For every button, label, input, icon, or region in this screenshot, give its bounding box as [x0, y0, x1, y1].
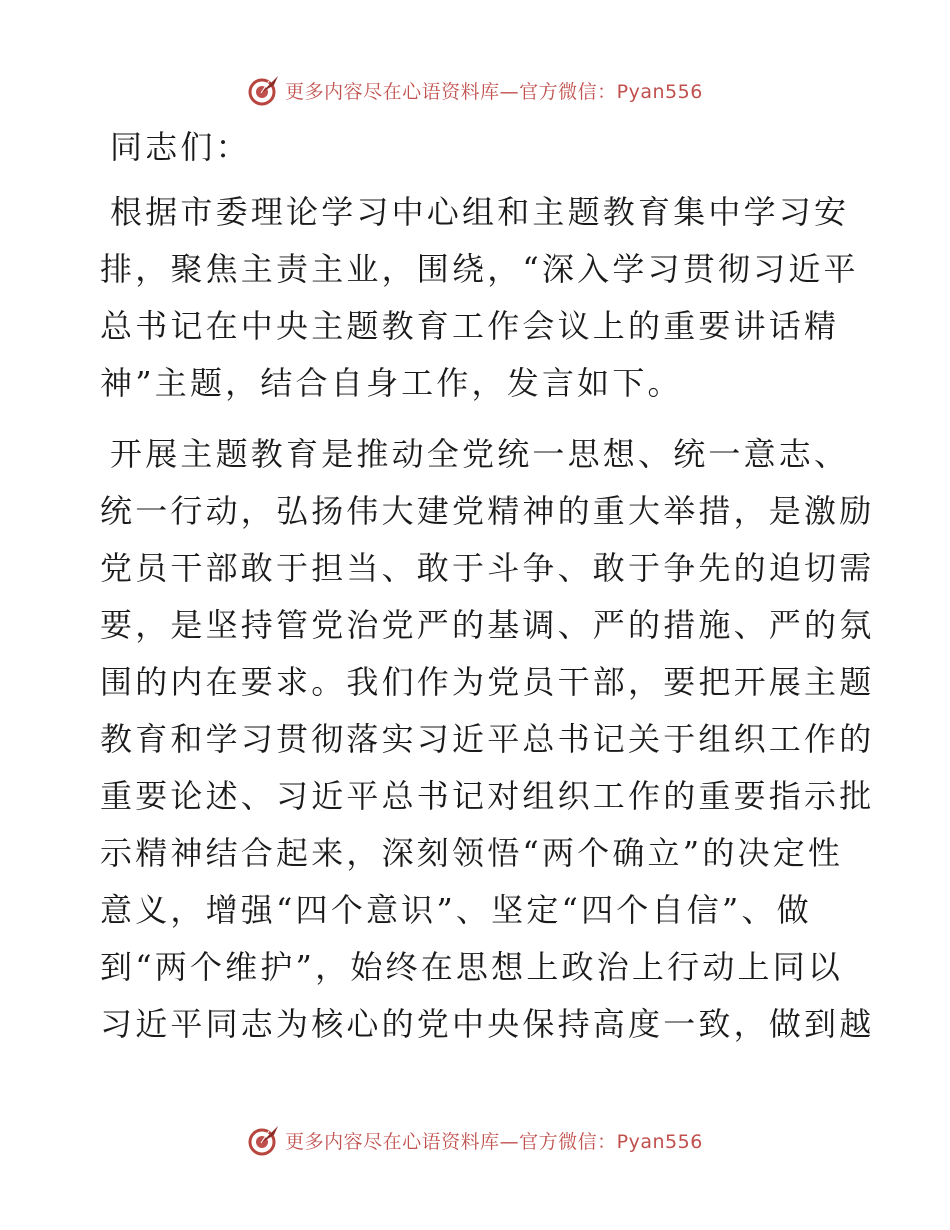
paragraph-line: 意义，增强“四个意识”、坚定“四个自信”、做	[100, 891, 812, 929]
paragraph-line: 总书记在中央主题教育工作会议上的重要讲话精	[100, 307, 840, 345]
quill-pen-logo-icon	[247, 1123, 281, 1157]
paragraph-line: 开展主题教育是推动全党统一思想、统一意志、	[110, 435, 850, 473]
paragraph-line: 党员干部敢于担当、敢于斗争、敢于争先的迫切需	[100, 549, 875, 587]
salutation: 同志们：	[110, 128, 251, 166]
paragraph-line: 要，是坚持管党治党严的基调、严的措施、严的氛	[100, 606, 875, 644]
paragraph-line: 围的内在要求。我们作为党员干部，要把开展主题	[100, 663, 875, 701]
paragraph-line: 神”主题，结合自身工作，发言如下。	[100, 364, 683, 402]
header-banner-text: 更多内容尽在心语资料库—官方微信：Pyan556	[285, 80, 703, 103]
header-banner	[0, 72, 950, 108]
paragraph-line: 示精神结合起来，深刻领悟“两个确立”的决定性	[100, 834, 844, 872]
paragraph-line: 排，聚焦主责主业，围绕，“深入学习贯彻习近平	[100, 250, 859, 288]
quill-pen-logo-icon	[247, 73, 281, 107]
paragraph-2	[100, 426, 875, 1053]
paragraph-line: 习近平同志为核心的党中央保持高度一致，做到越	[100, 1005, 875, 1043]
footer-banner	[0, 1122, 950, 1158]
paragraph-line: 到“两个维护”，始终在思想上政治上行动上同以	[100, 948, 844, 986]
paragraph-line: 统一行动，弘扬伟大建党精神的重大举措，是激励	[100, 492, 875, 530]
paragraph-1	[100, 184, 859, 412]
paragraph-line: 重要论述、习近平总书记对组织工作的重要指示批	[100, 777, 875, 815]
document-body	[100, 124, 875, 1053]
paragraph-line: 根据市委理论学习中心组和主题教育集中学习安	[110, 193, 850, 231]
paragraph-line: 教育和学习贯彻落实习近平总书记关于组织工作的	[100, 720, 875, 758]
footer-banner-text: 更多内容尽在心语资料库—官方微信：Pyan556	[285, 1130, 703, 1153]
